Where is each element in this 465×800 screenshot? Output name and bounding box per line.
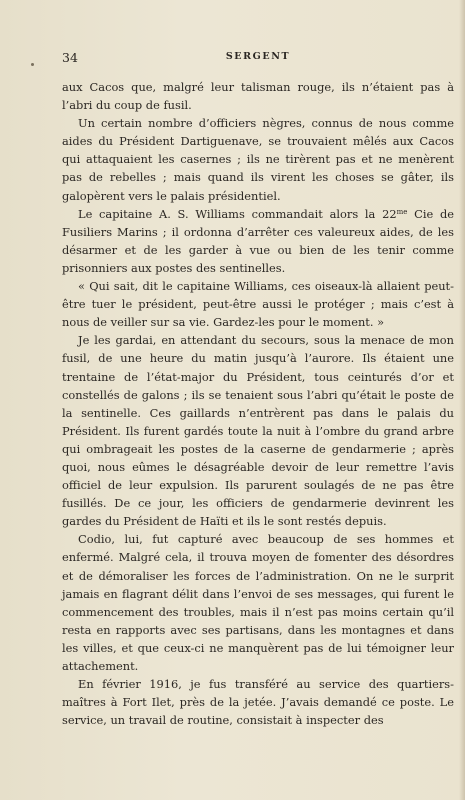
page-edge-shadow: [459, 0, 465, 800]
paragraph-3-company: Cie: [407, 206, 434, 221]
paragraph-3-start: Le capitaine A. S. Williams commandait alors la 22: [78, 206, 397, 221]
page-number: 34: [62, 50, 78, 65]
paragraph-2: Un certain nombre d’officiers nègres, connus de nous comme aides du Président Dartiguenave, se trouvaient mêlés aux Cacos qui attaquaient les casernes ; ils ne tirèrent pas et ne menèrent pas de rebelles ; mais quand ils virent les choses se gâter, ils galopèrent vers le palais présidentiel.: [62, 116, 454, 203]
paragraph-5: Je les gardai, en attendant du secours, sous la menace de mon fusil, de une heure du matin jusqu’à l’aurore. Ils étaient une trentaine de l’état-major du Président, tous ceinturés d’or et constellés de galons ; ils se tenaient sous l’abri qu’était le poste de la sentinelle. Ces gaillards n’entrèrent pas dans le palais du Président. Ils furent gardés toute la nuit à l’ombre du grand arbre qui ombrageait les postes de la caserne de gendarmerie ; après quoi, nous eûmes le désagréable devoir de leur remettre l’avis officiel de leur expulsion. Ils parurent soulagés de ne pas être fusillés. De ce jour, les officiers de gendarmerie devinrent les gardes du Président de Haïti et ils le sont restés depuis.: [62, 333, 454, 529]
ordinal-superscript: me: [396, 207, 408, 216]
running-head: SERGENT: [225, 51, 291, 62]
paragraph-3-rest: de Fusiliers Marins ; il ordonna d’arrêter ces valeureux aides, de les désarmer et de les garder à vue ou bien de les tenir comme prisonniers aux postes des sentinelles.: [62, 206, 454, 275]
paragraph-6: Codio, lui, fut capturé avec beaucoup de ses hommes et enfermé. Malgré cela, il trouva moyen de fomenter des désordres et de démoraliser les forces de l’administration. On ne le surprit jamais en flagrant délit dans l’envoi de ses messages, qui furent le commencement des troubles, mais il n’est pas moins certain qu’il resta en rapports avec ses partisans, dans les montagnes et dans les villes, et que ceux-ci ne manquèrent pas de lui témoigner leur attachement.: [62, 532, 454, 673]
paragraph-4: « Qui sait, dit le capitaine Williams, ces oiseaux-là allaient peut-être tuer le président, peut-être aussi le protéger ; mais c’est à nous de veiller sur sa vie. Gardez-les pour le moment. »: [62, 279, 454, 330]
page-header: [62, 50, 454, 66]
ink-speck: [31, 63, 34, 66]
paragraph-7: En février 1916, je fus transféré au service des quartiers-maîtres à Fort Ilet, près de la jetée. J’avais demandé ce poste. Le service, un travail de routine, consistait à inspecter des: [62, 677, 454, 728]
body-text: [62, 78, 454, 729]
paragraph-1: aux Cacos que, malgré leur talisman rouge, ils n’étaient pas à l’abri du coup de fusil.: [62, 80, 454, 113]
paragraph-3: [62, 205, 454, 277]
